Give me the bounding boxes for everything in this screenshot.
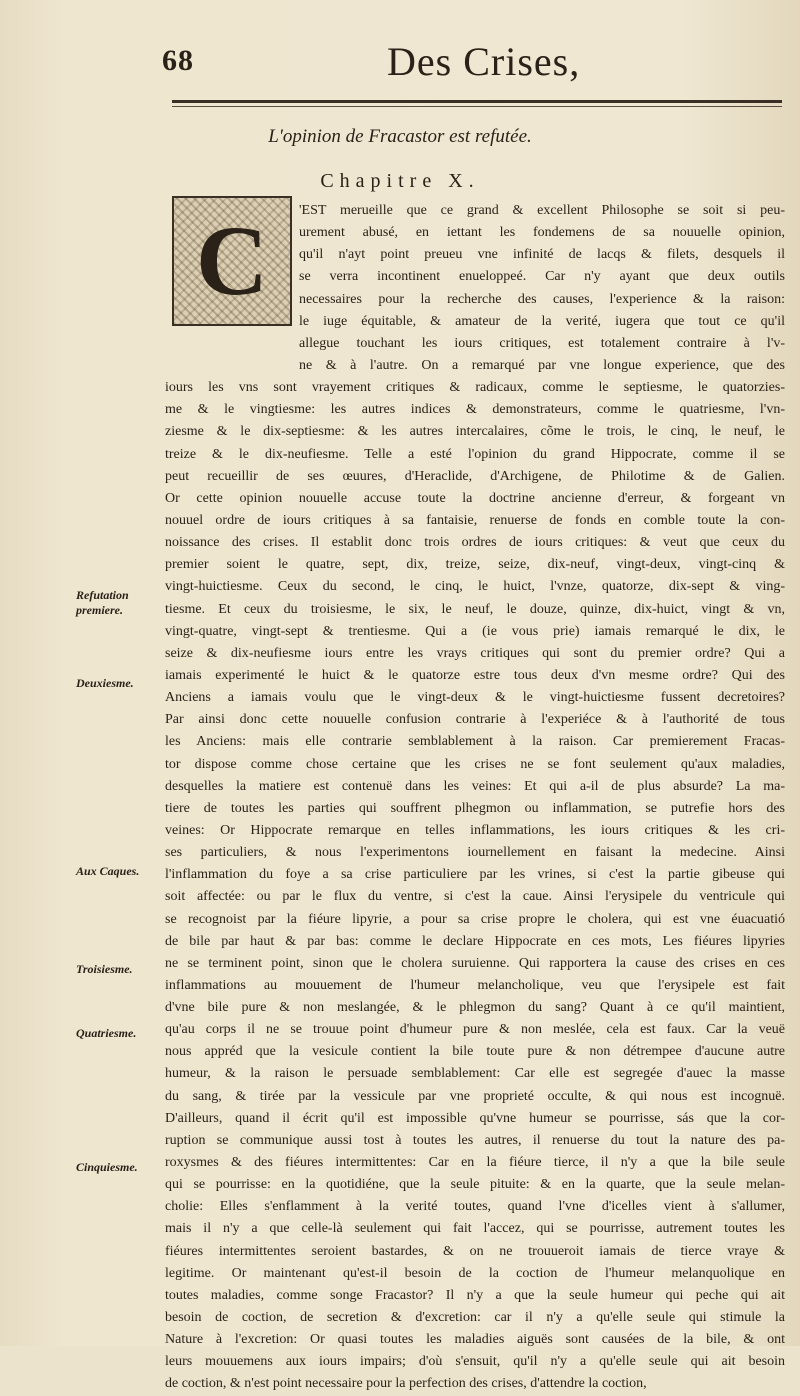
text-line: du sang, & tirée par la vessicule par vne proprieté occulte, & qui nous est incognuë. <box>165 1088 785 1104</box>
text-line: se recognoist par la fiéure lipyrie, a pour sa crise propre le cholera, qui est vne éuacuatió <box>165 911 785 927</box>
text-line: tiesme. Et ceux du troisiesme, le six, le neuf, le douze, quinze, dix-huict, vingt & vn, <box>165 601 785 617</box>
text-line: de coction, & n'est point necessaire pour la perfection des crises, d'attendre la coction, <box>165 1376 647 1392</box>
text-line: iamais experimenté le huict & le quatorze estre tous deux d'vn mesme ordre? Qui des <box>165 667 785 683</box>
text-line: le iuge équitable, & amateur de la verité, iugera que tout ce qu'il <box>299 313 785 329</box>
text-line: soit affectée: ou par le flux du ventre, si c'est la caue. Ainsi l'erysipele du ventricule qui <box>165 889 785 905</box>
text-line: de bile par haut & par bas: comme le declare Hippocrate en ces mots, Les fiéures lipyries <box>165 933 785 949</box>
chapter-heading: Chapitre X. <box>320 170 480 192</box>
text-line: desquelles la matiere est contenuë dans les veines: Et qui a-il de plus absurde? La ma- <box>165 778 785 794</box>
text-line: les Anciens: mais elle contrarie semblablement à la raison. Car premierement Fracas- <box>165 734 785 750</box>
text-line: noissance des crises. Il establit donc trois ordres de iours critiques: & veut que ceux du <box>165 535 785 551</box>
text-line: vingt-quatre, vingt-sept & trentiesme. Qui a (ie vous prie) iamais remarqué le dix, le <box>165 623 785 639</box>
text-line: Nature à l'excretion: Or quasi toutes les maladies aiguës sont causées de la bile, & ont <box>165 1332 785 1348</box>
text-line: d'vne bile pure & non meslangée, & le phlegmon du sang? Quant à ce qu'il maintient, <box>165 1000 785 1016</box>
margin-note-caques: Aux Caques. <box>76 864 140 878</box>
header-rule-thin <box>172 106 782 107</box>
text-line: seize & dix-neufiesme iours entre les vrays critiques qui sont du premier ordre? Qui a <box>165 645 785 661</box>
text-line: ruption se communique aussi tost à toutes les autres, il renuerse du tout la nature des pa- <box>165 1132 785 1148</box>
text-line: premier soient le quatre, sept, dix, treize, seize, dix-neuf, vingt-deux, vingt-cinq & <box>165 557 785 573</box>
text-line: ne & à l'autre. On a remarqué par vne longue experience, que des <box>299 357 785 373</box>
running-title: Des Crises, <box>387 39 581 84</box>
margin-note-troisiesme: Troisiesme. <box>76 962 133 976</box>
text-line: iours les vns sont vrayement critiques & radicaux, comme le septiesme, le quatorzies- <box>165 380 785 396</box>
text-line: besoin de coction, de secretion & d'excretion: car il n'y a qu'elle seule qui stimule la <box>165 1310 785 1326</box>
page-number: 68 <box>162 44 194 77</box>
text-line: qui se pourrisse: en la quotidiéne, que la seule pituite: & en la quarte, que la seule melan- <box>165 1177 785 1193</box>
text-line: me & le vingtiesme: les autres indices & demonstrateurs, comme le quatriesme, l'vn- <box>165 402 785 418</box>
text-line: tiere de toutes les parties qui souffrent plhegmon ou inflammation, se putrefie hors des <box>165 800 785 816</box>
text-line: qu'au corps il ne se trouue point d'humeur pure & non meslée, cela est faux. Car la veuë <box>165 1022 785 1038</box>
text-line: vingt-huictiesme. Ceux du second, le cinq, le huict, l'vnze, quatorze, dix-sept & ving- <box>165 579 785 595</box>
text-line: fiéures intermittentes seroient bastardes, & on ne trouueroit iamais de tierce vraye & <box>165 1243 785 1259</box>
text-line: veines: Or Hippocrate remarque en telles inflammations, les iours critiques & les cri- <box>165 822 785 838</box>
margin-note-deuxiesme: Deuxiesme. <box>76 676 134 690</box>
text-line: 'EST merueille que ce grand & excellent Philosophe se soit si peu- <box>299 203 785 218</box>
text-line: Anciens a iamais voulu que le vingt-deux & le vingt-huictiesme fussent decretoires? <box>165 690 785 706</box>
text-line: roxysmes & des fiéures intermittentes: Car en la fiéure tierce, il n'y a que la bile seule <box>165 1155 785 1171</box>
margin-notes <box>0 0 160 1346</box>
header-rule <box>172 100 782 103</box>
margin-note-cinquiesme: Cinquiesme. <box>76 1160 138 1174</box>
text-line: legitime. Or maintenant qu'est-il besoin de la coction de l'humeur melanquolique en <box>165 1265 785 1281</box>
text-line: inflammations au mouuement de l'humeur melancholique, veu que l'erysipele est fait <box>165 977 785 993</box>
text-line: se verra incontinent enueloppeé. Car n'y ayant que deux outils <box>299 269 785 285</box>
text-line: qu'il n'ayt point preueu vne infinité de lacqs & filets, desquels il <box>299 247 785 263</box>
text-line: nouuel ordre de iours critiques à sa fantaisie, renuerse de fonds en comble toute la con- <box>165 512 785 528</box>
text-line: peut recueillir de ses œuures, d'Heraclide, d'Archigene, de Philotime & de Galien. <box>165 468 785 484</box>
text-line: necessaires pour la recherche des causes, l'experience & la raison: <box>299 291 785 307</box>
page-header <box>162 34 792 90</box>
margin-note-quatriesme: Quatriesme. <box>76 1026 137 1040</box>
initial-letter: C <box>195 205 269 316</box>
text-line: ziesme & le dix-septiesme: & les autres intercalaires, cõme le trois, le cinq, le neuf, le <box>165 424 785 440</box>
text-line: toutes maladies, comme songe Fracastor? Il n'y a que la seule humeur qui peche qui ait <box>165 1287 785 1303</box>
text-line: Par ainsi donc cette nouuelle confusion contrarie à l'experiéce & à l'authorité de tous <box>165 712 785 728</box>
section-title: L'opinion de Fracastor est refutée. <box>268 126 532 147</box>
text-line: nous appréd que la vesicule contient la bile toute pure & non détrempee d'aucune autre <box>165 1044 785 1060</box>
text-line: allegue touchant les iours critiques, est totalement contraire à l'v- <box>299 335 785 351</box>
text-line: treize & le dix-neufiesme. Telle a esté l'opinion du grand Hippocrate, comme il se <box>165 446 785 462</box>
text-line: urement abusé, en iettant les fondemens de sa nouuelle opinion, <box>299 225 785 241</box>
text-line: D'ailleurs, quand il écrit qu'il est impossible qu'vne humeur se pourrisse, sás que la cor- <box>165 1110 785 1126</box>
text-line: ne se terminent point, sinon que le cholera suruienne. Qui rapportera la cause des crises en ces <box>165 955 785 971</box>
text-line: cholie: Elles s'enflamment à la verité toutes, quand l'vne d'icelles vient à s'allumer, <box>165 1199 785 1215</box>
text-line: tor dispose comme chose certaine que les crises ne se font seulement qu'aux maladies, <box>165 756 785 772</box>
text-line: humeur, & la raison le persuade semblablement: Car elle est segregée d'auec la masse <box>165 1066 785 1082</box>
text-line: leurs mouuemens aux iours impairs; d'où s'ensuit, qu'il n'y a qu'elle seule qui ait besoin <box>165 1354 785 1370</box>
text-line: mais il n'y a que celle-là seulement qui fait l'accez, qui se pourrisse, autrement toutes les <box>165 1221 785 1237</box>
text-line: l'inflammation du foye a sa crise particuliere par les vrines, si c'est la partie gibeuse qui <box>165 867 785 883</box>
text-line: Or cette opinion nouuelle accuse toute la doctrine ancienne d'erreur, & forgeant vn <box>165 490 785 506</box>
text-line: ses particuliers, & nous l'experimentons iournellement en faisant la medecine. Ainsi <box>165 845 785 861</box>
body-text <box>165 200 785 1396</box>
margin-note-refutation: Refutation premiere. <box>76 588 129 617</box>
